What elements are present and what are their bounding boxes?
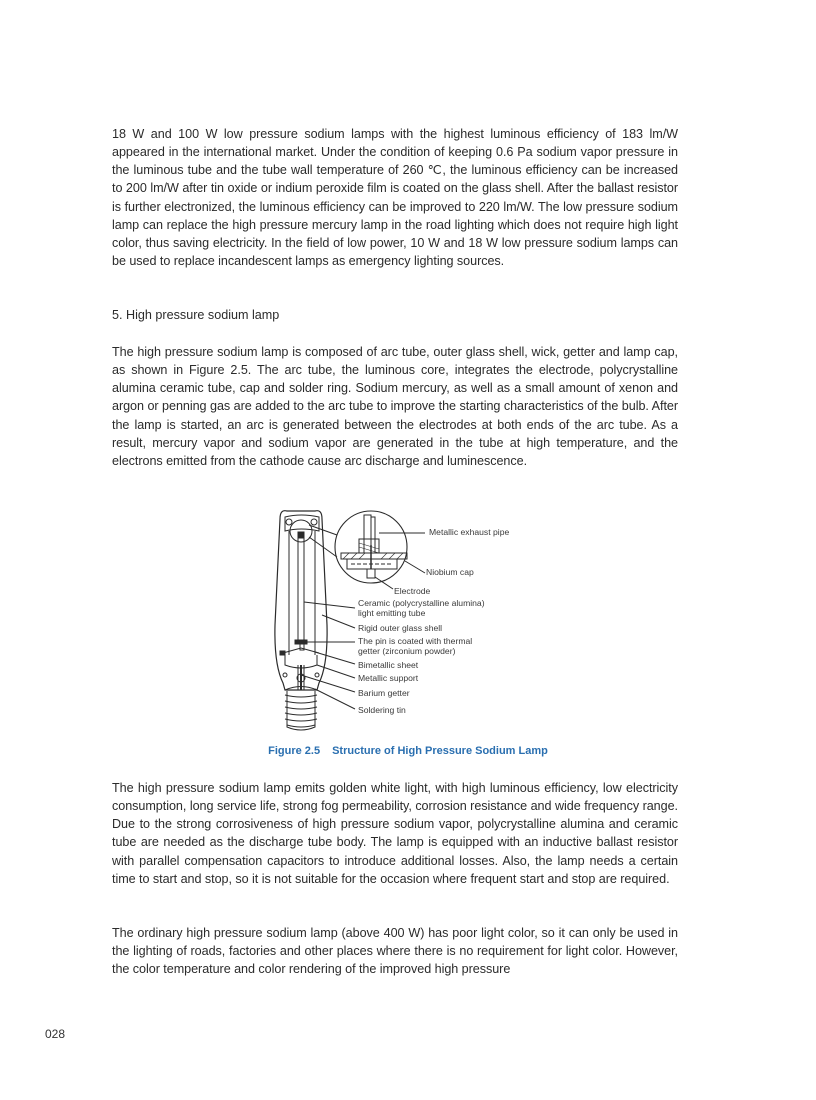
- figure-number: Figure 2.5: [268, 745, 321, 757]
- label-pin-getter-line1: The pin is coated with thermal: [358, 636, 473, 646]
- paragraph-hps-composition: The high pressure sodium lamp is composed of arc tube, outer glass shell, wick, getter and lamp cap, as shown in Figure 2.5. The arc tube, the luminous core, integrates the electrode, polycrystalline alumina ceramic tube, cap and solder ring. Sodium mercury, as well as a small amount of xenon and argon or penning gas are added to the arc tube to improve the starting characteristics of the bulb. After the lamp is started, an arc is generated between the electrodes at both ends of the arc tube. As a result, mercury vapor and sodium vapor are generated in the tube at high temperature, and the electrons emitted from the cathode cause arc discharge and luminescence.: [112, 345, 678, 468]
- label-soldering-tin: Soldering tin: [358, 705, 406, 715]
- paragraph-hps-properties: The high pressure sodium lamp emits golden white light, with high luminous efficiency, low electricity consumption, long service life, strong fog permeability, corrosion resistance and wide frequency range. Due to the strong corrosiveness of high pressure sodium vapor, polycrystalline alumina and ceramic tube are needed as the discharge tube body. The lamp is equipped with an inductive ballast resistor with parallel compensation capacitors to introduce additional losses. Also, the lamp needs a certain time to start and stop, so it is not suitable for the occasion where frequent start and stop are required.: [112, 781, 678, 886]
- label-metallic-exhaust-pipe: Metallic exhaust pipe: [429, 527, 510, 537]
- label-ceramic-tube-line2: light emitting tube: [358, 608, 426, 618]
- paragraph-ordinary-hps: The ordinary high pressure sodium lamp (above 400 W) has poor light color, so it can only be used in the lighting of roads, factories and other places where there is no requirement for light color. However, the color temperature and color rendering of the improved high pressure: [112, 926, 678, 977]
- page-number: 028: [45, 1027, 66, 1041]
- label-electrode: Electrode: [394, 586, 431, 596]
- label-ceramic-tube-line1: Ceramic (polycrystalline alumina): [358, 598, 485, 608]
- figure-title: Structure of High Pressure Sodium Lamp: [332, 745, 548, 757]
- label-metallic-support: Metallic support: [358, 673, 419, 683]
- label-niobium-cap: Niobium cap: [426, 567, 474, 577]
- label-rigid-outer-glass-shell: Rigid outer glass shell: [358, 623, 443, 633]
- label-bimetallic-sheet: Bimetallic sheet: [358, 660, 419, 670]
- label-barium-getter: Barium getter: [358, 688, 410, 698]
- figure-hps-lamp: [265, 505, 565, 737]
- section-heading: 5. High pressure sodium lamp: [112, 308, 280, 322]
- label-pin-getter-line2: getter (zirconium powder): [358, 646, 456, 656]
- figure-caption: [0, 745, 816, 757]
- paragraph-low-pressure-efficiency: 18 W and 100 W low pressure sodium lamps with the highest luminous efficiency of 183 lm/W appeared in the international market. Under the condition of keeping 0.6 Pa sodium vapor pressure in the luminous tube and the tube wall temperature of 260 ℃, the luminous efficiency can be increased to 200 lm/W after tin oxide or indium peroxide film is coated on the glass shell. After the ballast resistor is further electronized, the luminous efficiency can be improved to 220 lm/W. The low pressure sodium lamp can replace the high pressure mercury lamp in the road lighting which does not require high light color, thus saving electricity. In the field of low power, 10 W and 18 W low pressure sodium lamps can be used to replace incandescent lamps as emergency lighting sources.: [112, 127, 678, 269]
- lamp-diagram-illustration: [265, 505, 565, 737]
